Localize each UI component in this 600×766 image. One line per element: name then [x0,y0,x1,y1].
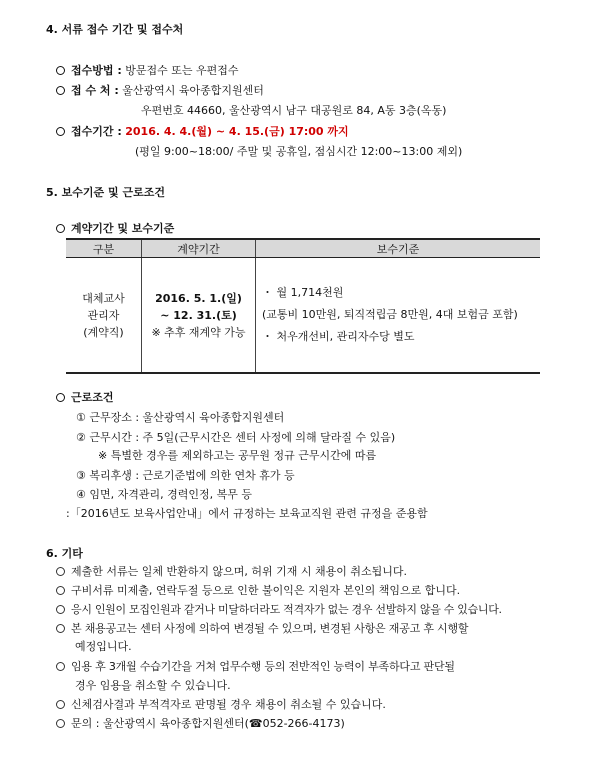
method-row [56,62,239,78]
method-label: 접수방법 : [71,64,122,77]
circle-bullet-icon [56,719,65,728]
circle-bullet-icon [56,662,65,671]
condition-4: ④ 임면, 자격관리, 경력인정, 복무 등 [76,488,252,501]
circle-bullet-icon [56,605,65,614]
conditions-subheading: 근로조건 [56,389,114,405]
circle-bullet-icon [56,393,65,402]
header-pay: 보수기준 [256,239,541,258]
circle-bullet-icon [56,586,65,595]
header-contract: 계약기간 [142,239,256,258]
condition-note: ※ 특별한 경우를 제외하고는 공무원 정규 근무시간에 따름 [98,449,377,462]
list-item: 제출한 서류는 일체 반환하지 않으며, 허위 기재 시 채용이 취소됩니다. [56,563,407,579]
list-item: 본 채용공고는 센터 사정에 의하여 변경될 수 있으며, 변경된 사항은 재공고 후 시행할 [56,620,468,636]
circle-bullet-icon [56,66,65,75]
period-row [56,123,349,139]
method-value: 방문접수 또는 우편접수 [125,64,239,77]
section-4-title: 4. 서류 접수 기간 및 접수처 [46,23,184,36]
header-category: 구분 [66,239,142,258]
contract-subheading: 계약기간 및 보수기준 [56,220,174,236]
period-value: 2016. 4. 4.(월) ~ 4. 15.(금) 17:00 까지 [125,125,349,138]
phone-icon: ☎ [248,717,263,730]
condition-4-detail: :「2016년도 보육사업안내」에서 규정하는 보육교직원 관련 규정을 준용함 [66,507,428,520]
place-row [56,82,264,98]
condition-3: ③ 복리후생 : 근로기준법에 의한 연차 휴가 등 [76,469,295,482]
circle-bullet-icon [56,86,65,95]
contact-item: 문의 : 울산광역시 육아종합지원센터(☎052-266-4173) [56,715,345,731]
list-item-continued: 경우 임용을 취소할 수 있습니다. [75,679,231,692]
pay-cell: ・ 월 1,714천원 (교통비 10만원, 퇴직적립금 8만원, 4대 보험금 포함) ・ 처우개선비, 관리자수당 별도 [256,258,541,374]
list-item: 임용 후 3개월 수습기간을 거쳐 업무수행 등의 전반적인 능력이 부족하다고 판단될 [56,658,455,674]
condition-1: ① 근무장소 : 울산광역시 육아종합지원센터 [76,411,285,424]
section-6-title: 6. 기타 [46,547,83,560]
list-item: 신체검사결과 부적격자로 판명될 경우 채용이 취소될 수 있습니다. [56,696,386,712]
circle-bullet-icon [56,224,65,233]
contract-table [66,238,540,374]
list-item: 구비서류 미제출, 연락두절 등으로 인한 불이익은 지원자 본인의 책임으로 합니다. [56,582,460,598]
circle-bullet-icon [56,624,65,633]
category-cell: 대체교사 관리자 (계약직) [66,258,142,374]
place-label: 접 수 처 : [71,84,119,97]
circle-bullet-icon [56,700,65,709]
place-value: 울산광역시 육아종합지원센터 [122,84,264,97]
period-label: 접수기간 : [71,125,122,138]
list-item: 응시 인원이 모집인원과 같거나 미달하더라도 적격자가 없는 경우 선발하지 않을 수 있습니다. [56,601,502,617]
circle-bullet-icon [56,567,65,576]
list-item-continued: 예정입니다. [75,640,132,653]
address: 우편번호 44660, 울산광역시 남구 대공원로 84, A동 3층(옥동) [141,104,447,117]
office-hours: (평일 9:00~18:00/ 주말 및 공휴일, 점심시간 12:00~13:00 제외) [135,145,463,158]
section-5-title: 5. 보수기준 및 근로조건 [46,186,165,199]
contract-cell: 2016. 5. 1.(일) ~ 12. 31.(토) ※ 추후 재계약 가능 [142,258,256,374]
circle-bullet-icon [56,127,65,136]
condition-2: ② 근무시간 : 주 5일(근무시간은 센터 사정에 의해 달라질 수 있음) [76,431,396,444]
